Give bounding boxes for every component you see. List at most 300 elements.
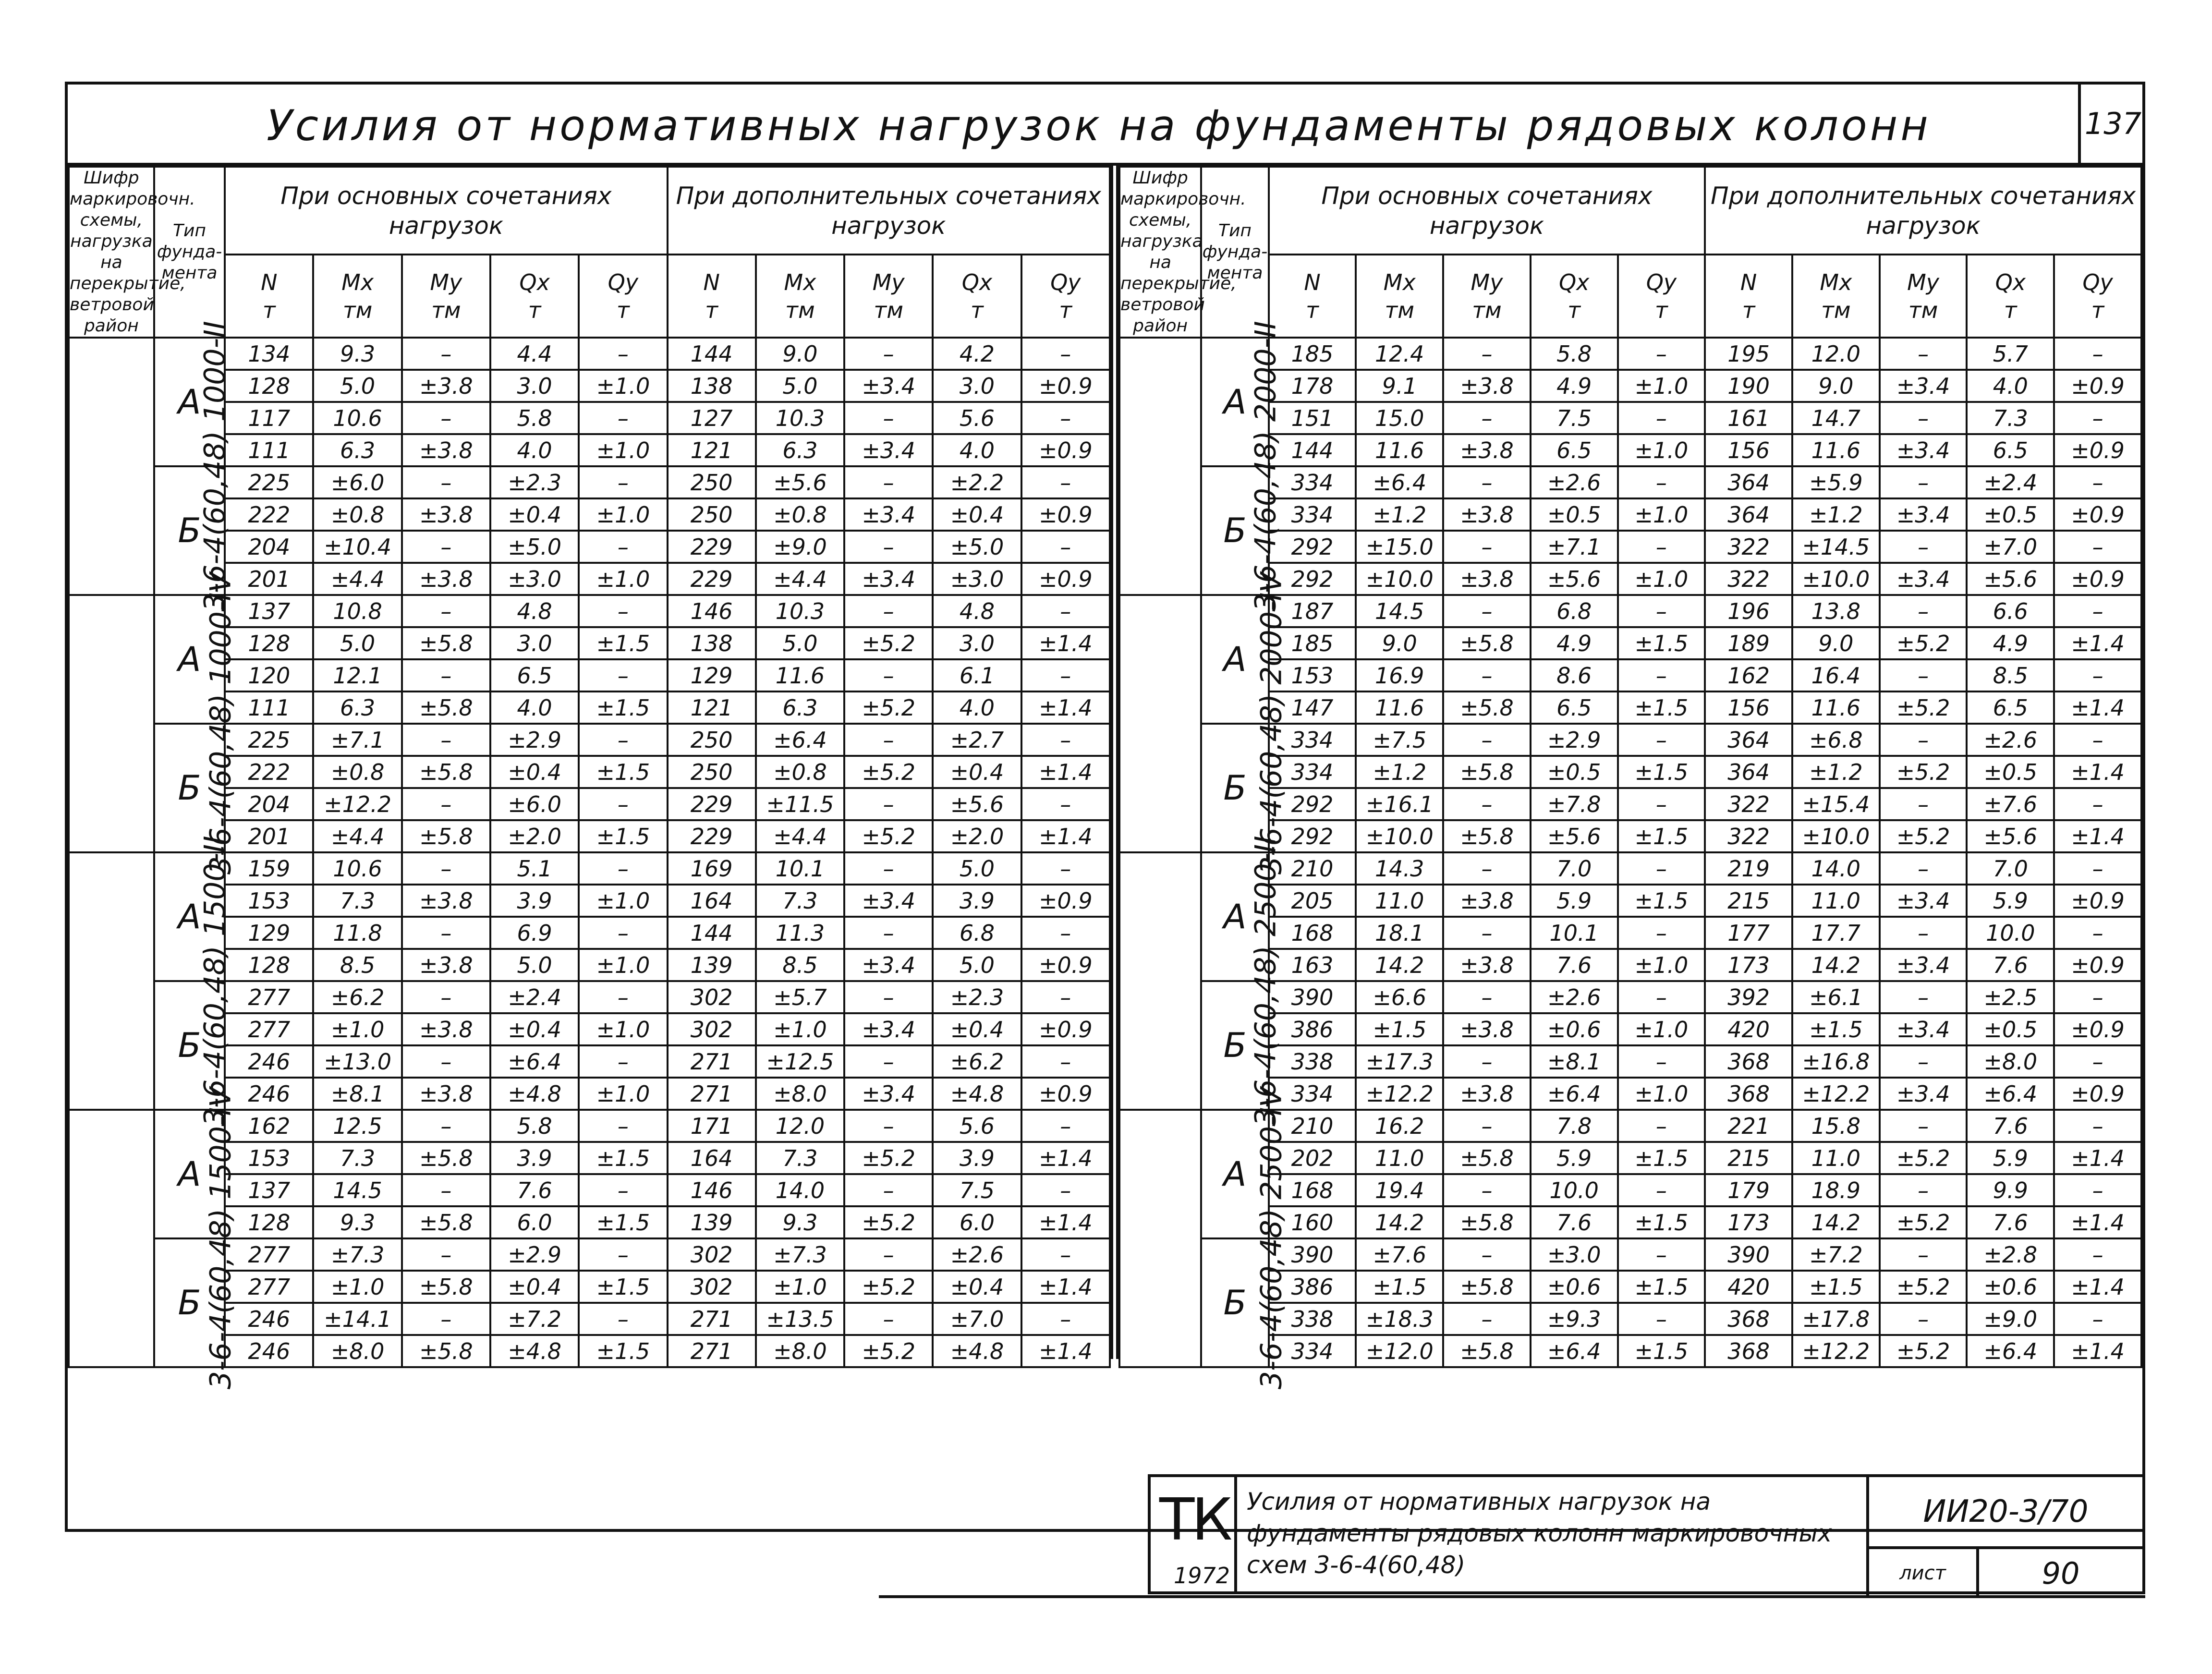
- value-cell: 11.3: [756, 917, 844, 949]
- value-cell: 190: [1705, 370, 1792, 402]
- column-name: N: [261, 269, 278, 295]
- value-cell: –: [579, 466, 667, 498]
- value-cell: 11.6: [1356, 434, 1443, 466]
- value-cell: 5.8: [1531, 338, 1618, 370]
- value-cell: 10.3: [756, 595, 844, 627]
- value-cell: –: [1880, 788, 1967, 820]
- value-cell: 11.0: [1792, 885, 1880, 917]
- value-cell: –: [1443, 1174, 1531, 1206]
- value-cell: 5.0: [933, 949, 1021, 981]
- value-cell: 3.0: [490, 627, 579, 659]
- value-cell: ±1.4: [1021, 756, 1110, 788]
- scheme-label: 3-6-4(60,48) 2500-II: [1249, 836, 1283, 1127]
- value-cell: 11.6: [1356, 691, 1443, 724]
- value-cell: –: [1021, 981, 1110, 1013]
- value-cell: ±1.4: [1021, 1271, 1110, 1303]
- value-cell: 3.9: [490, 885, 579, 917]
- value-cell: ±0.4: [933, 756, 1021, 788]
- value-cell: –: [844, 1238, 933, 1271]
- value-cell: –: [1618, 1110, 1705, 1142]
- value-cell: ±5.8: [1443, 820, 1531, 852]
- foundation-type-cell: А: [1201, 1110, 1268, 1238]
- stamp-description: Усилия от нормативных нагрузок на фундаменты рядовых колонн маркировочных схем 3-6-4(60,48): [1247, 1488, 1832, 1579]
- value-cell: 137: [225, 595, 313, 627]
- value-cell: ±8.0: [313, 1335, 401, 1367]
- value-cell: ±1.0: [579, 1078, 667, 1110]
- value-cell: ±5.6: [1531, 563, 1618, 595]
- value-cell: 14.7: [1792, 402, 1880, 434]
- value-cell: –: [1880, 917, 1967, 949]
- value-cell: –: [1880, 338, 1967, 370]
- value-cell: ±8.1: [313, 1078, 401, 1110]
- value-cell: 215: [1705, 885, 1792, 917]
- value-cell: ±1.0: [756, 1013, 844, 1045]
- value-cell: ±0.9: [2054, 949, 2141, 981]
- value-cell: 5.1: [490, 852, 579, 885]
- value-cell: 169: [668, 852, 756, 885]
- value-cell: –: [579, 917, 667, 949]
- value-cell: ±7.3: [313, 1238, 401, 1271]
- value-cell: 3.9: [490, 1142, 579, 1174]
- value-cell: ±9.3: [1531, 1303, 1618, 1335]
- value-cell: ±5.8: [1443, 1271, 1531, 1303]
- value-cell: –: [1021, 531, 1110, 563]
- scheme-label: 3-6-4(60,48) 2500-IV: [1254, 1087, 1288, 1390]
- value-cell: 5.0: [490, 949, 579, 981]
- scheme-label: 3-6-4(60,48) 1000-II: [198, 321, 232, 612]
- value-cell: ±6.0: [313, 466, 401, 498]
- value-cell: ±15.4: [1792, 788, 1880, 820]
- value-cell: ±0.9: [2054, 885, 2141, 917]
- value-cell: ±0.9: [1021, 885, 1110, 917]
- column-header: [313, 255, 401, 338]
- value-cell: 117: [225, 402, 313, 434]
- value-cell: ±0.5: [1967, 498, 2054, 531]
- value-cell: ±1.5: [579, 1335, 667, 1367]
- value-cell: ±5.2: [1880, 756, 1967, 788]
- value-cell: 171: [668, 1110, 756, 1142]
- value-cell: ±8.0: [756, 1078, 844, 1110]
- value-cell: –: [1021, 338, 1110, 370]
- foundation-type-cell: А: [1201, 338, 1268, 466]
- value-cell: ±12.2: [313, 788, 401, 820]
- value-cell: ±10.0: [1792, 563, 1880, 595]
- value-cell: ±1.5: [1618, 1142, 1705, 1174]
- value-cell: ±0.9: [1021, 498, 1110, 531]
- column-unit: т: [1059, 297, 1072, 323]
- value-cell: 12.1: [313, 659, 401, 691]
- value-cell: –: [844, 852, 933, 885]
- value-cell: 6.3: [756, 691, 844, 724]
- value-cell: ±5.2: [1880, 1206, 1967, 1238]
- value-cell: 302: [668, 1238, 756, 1271]
- foundation-type-cell: Б: [1201, 466, 1268, 595]
- scheme-cell: [1119, 1087, 1288, 1390]
- value-cell: 189: [1705, 627, 1792, 659]
- value-cell: –: [579, 595, 667, 627]
- value-cell: ±3.4: [844, 1013, 933, 1045]
- value-cell: ±3.8: [1443, 1078, 1531, 1110]
- value-cell: 128: [225, 949, 313, 981]
- value-cell: 271: [668, 1335, 756, 1367]
- value-cell: 3.9: [933, 1142, 1021, 1174]
- value-cell: ±6.6: [1356, 981, 1443, 1013]
- value-cell: –: [1618, 531, 1705, 563]
- value-cell: 210: [1269, 852, 1356, 885]
- value-cell: 6.5: [1531, 434, 1618, 466]
- value-cell: 390: [1705, 1238, 1792, 1271]
- value-cell: 9.9: [1967, 1174, 2054, 1206]
- value-cell: 6.0: [933, 1206, 1021, 1238]
- value-cell: 7.6: [1531, 1206, 1618, 1238]
- value-cell: 277: [225, 1271, 313, 1303]
- value-cell: ±3.0: [1531, 1238, 1618, 1271]
- value-cell: –: [844, 338, 933, 370]
- value-cell: 8.5: [1967, 659, 2054, 691]
- value-cell: 160: [1269, 1206, 1356, 1238]
- value-cell: –: [2054, 338, 2141, 370]
- value-cell: –: [2054, 981, 2141, 1013]
- value-cell: 185: [1269, 338, 1356, 370]
- table-row: [69, 595, 1110, 627]
- value-cell: 111: [225, 691, 313, 724]
- value-cell: 6.8: [933, 917, 1021, 949]
- value-cell: 5.9: [1531, 1142, 1618, 1174]
- value-cell: 14.2: [1356, 1206, 1443, 1238]
- value-cell: ±17.8: [1792, 1303, 1880, 1335]
- value-cell: 390: [1269, 981, 1356, 1013]
- value-cell: 225: [225, 466, 313, 498]
- value-cell: ±1.0: [1618, 434, 1705, 466]
- value-cell: ±4.8: [933, 1078, 1021, 1110]
- value-cell: 11.0: [1356, 885, 1443, 917]
- value-cell: ±0.9: [1021, 949, 1110, 981]
- value-cell: 5.8: [490, 1110, 579, 1142]
- value-cell: ±6.4: [1967, 1335, 2054, 1367]
- value-cell: –: [402, 1045, 490, 1078]
- column-name: N: [1740, 269, 1757, 295]
- value-cell: 277: [225, 1238, 313, 1271]
- value-cell: –: [402, 1303, 490, 1335]
- value-cell: 137: [225, 1174, 313, 1206]
- column-name: Mx: [341, 269, 374, 295]
- value-cell: 334: [1269, 466, 1356, 498]
- scheme-cell: [69, 1087, 238, 1390]
- value-cell: ±1.0: [313, 1271, 401, 1303]
- value-cell: –: [1618, 1303, 1705, 1335]
- value-cell: ±3.4: [844, 434, 933, 466]
- value-cell: –: [1021, 788, 1110, 820]
- value-cell: ±1.5: [579, 1142, 667, 1174]
- value-cell: ±6.2: [313, 981, 401, 1013]
- value-cell: 14.3: [1356, 852, 1443, 885]
- column-header: [1443, 255, 1531, 338]
- value-cell: ±6.8: [1792, 724, 1880, 756]
- value-cell: ±5.2: [844, 1142, 933, 1174]
- value-cell: ±8.0: [1967, 1045, 2054, 1078]
- value-cell: ±5.6: [933, 788, 1021, 820]
- value-cell: ±10.4: [313, 531, 401, 563]
- foundation-type-cell: А: [154, 595, 225, 724]
- value-cell: 4.9: [1531, 627, 1618, 659]
- value-cell: ±5.2: [1880, 820, 1967, 852]
- value-cell: ±5.7: [756, 981, 844, 1013]
- value-cell: –: [1880, 1303, 1967, 1335]
- column-unit: тм: [1821, 297, 1851, 323]
- right-forces-table: [1118, 166, 2142, 1390]
- value-cell: 6.3: [313, 691, 401, 724]
- basic-combinations-header: При основных сочетаниях нагрузок: [225, 167, 667, 255]
- value-cell: 6.3: [756, 434, 844, 466]
- value-cell: –: [579, 981, 667, 1013]
- value-cell: ±5.8: [1443, 627, 1531, 659]
- column-name: Qx: [519, 269, 550, 295]
- value-cell: 302: [668, 1013, 756, 1045]
- value-cell: 6.5: [1531, 691, 1618, 724]
- value-cell: ±1.5: [1792, 1013, 1880, 1045]
- value-cell: ±10.0: [1356, 820, 1443, 852]
- value-cell: 151: [1269, 402, 1356, 434]
- value-cell: 334: [1269, 756, 1356, 788]
- value-cell: 10.6: [313, 402, 401, 434]
- value-cell: ±5.0: [933, 531, 1021, 563]
- value-cell: –: [1021, 659, 1110, 691]
- bottom-rule: [879, 1595, 2145, 1598]
- column-unit: т: [1655, 297, 1668, 323]
- value-cell: –: [402, 981, 490, 1013]
- value-cell: 201: [225, 820, 313, 852]
- value-cell: ±3.4: [1880, 885, 1967, 917]
- value-cell: –: [402, 788, 490, 820]
- value-cell: 121: [668, 434, 756, 466]
- value-cell: ±1.5: [579, 820, 667, 852]
- value-cell: ±6.4: [1967, 1078, 2054, 1110]
- value-cell: ±13.0: [313, 1045, 401, 1078]
- scheme-label: 3-6-4(60,48) 1500-II: [198, 836, 232, 1127]
- value-cell: 5.6: [933, 1110, 1021, 1142]
- value-cell: 322: [1705, 563, 1792, 595]
- value-cell: –: [844, 981, 933, 1013]
- value-cell: –: [1618, 724, 1705, 756]
- column-name: Qy: [608, 269, 639, 295]
- value-cell: –: [579, 724, 667, 756]
- column-name: Mx: [784, 269, 816, 295]
- value-cell: ±1.5: [1618, 691, 1705, 724]
- value-cell: –: [1021, 724, 1110, 756]
- value-cell: ±7.8: [1531, 788, 1618, 820]
- value-cell: –: [579, 788, 667, 820]
- value-cell: 14.0: [756, 1174, 844, 1206]
- value-cell: –: [1618, 466, 1705, 498]
- value-cell: –: [844, 1174, 933, 1206]
- value-cell: 229: [668, 788, 756, 820]
- value-cell: –: [844, 1045, 933, 1078]
- value-cell: ±0.8: [756, 498, 844, 531]
- value-cell: –: [1618, 917, 1705, 949]
- value-cell: –: [1880, 1174, 1967, 1206]
- value-cell: 364: [1705, 724, 1792, 756]
- value-cell: –: [1880, 852, 1967, 885]
- value-cell: 128: [225, 370, 313, 402]
- column-name: Qx: [961, 269, 993, 295]
- value-cell: ±10.0: [1356, 563, 1443, 595]
- value-cell: ±15.0: [1356, 531, 1443, 563]
- column-unit: т: [2004, 297, 2017, 323]
- value-cell: 5.0: [756, 370, 844, 402]
- value-cell: –: [1880, 1045, 1967, 1078]
- foundation-type-cell: Б: [1201, 981, 1268, 1110]
- value-cell: ±0.4: [933, 498, 1021, 531]
- value-cell: –: [1880, 595, 1967, 627]
- value-cell: ±5.8: [402, 691, 490, 724]
- value-cell: ±3.8: [402, 1078, 490, 1110]
- column-header: [225, 255, 313, 338]
- value-cell: ±3.8: [402, 885, 490, 917]
- value-cell: ±1.5: [579, 691, 667, 724]
- value-cell: ±5.2: [844, 820, 933, 852]
- value-cell: ±1.4: [2054, 756, 2141, 788]
- value-cell: ±2.8: [1967, 1238, 2054, 1271]
- value-cell: ±3.4: [1880, 1078, 1967, 1110]
- value-cell: –: [579, 1045, 667, 1078]
- additional-combinations-header: При дополнительных сочетаниях нагрузок: [668, 167, 1110, 255]
- value-cell: ±3.8: [402, 949, 490, 981]
- value-cell: 17.7: [1792, 917, 1880, 949]
- scheme-label: 3-6-4(60,48) 1500-IV: [204, 1087, 238, 1390]
- value-cell: ±3.8: [1443, 370, 1531, 402]
- value-cell: 128: [225, 1206, 313, 1238]
- value-cell: ±3.4: [1880, 498, 1967, 531]
- left-forces-table: [68, 166, 1111, 1390]
- value-cell: 147: [1269, 691, 1356, 724]
- value-cell: –: [402, 659, 490, 691]
- value-cell: 250: [668, 724, 756, 756]
- value-cell: ±1.4: [2054, 1271, 2141, 1303]
- value-cell: ±1.0: [1618, 1013, 1705, 1045]
- value-cell: –: [1443, 402, 1531, 434]
- value-cell: 13.8: [1792, 595, 1880, 627]
- table-row: [1119, 1110, 2141, 1142]
- column-unit: тм: [785, 297, 815, 323]
- value-cell: 156: [1705, 691, 1792, 724]
- value-cell: ±1.4: [2054, 627, 2141, 659]
- value-cell: –: [1021, 402, 1110, 434]
- value-cell: 9.0: [756, 338, 844, 370]
- value-cell: 246: [225, 1078, 313, 1110]
- value-cell: ±1.4: [2054, 691, 2141, 724]
- value-cell: ±4.8: [490, 1335, 579, 1367]
- value-cell: 138: [668, 627, 756, 659]
- value-cell: –: [1021, 852, 1110, 885]
- value-cell: ±16.8: [1792, 1045, 1880, 1078]
- value-cell: 18.9: [1792, 1174, 1880, 1206]
- value-cell: –: [1880, 466, 1967, 498]
- value-cell: –: [844, 402, 933, 434]
- value-cell: –: [2054, 852, 2141, 885]
- value-cell: ±7.2: [490, 1303, 579, 1335]
- value-cell: ±5.2: [1880, 1271, 1967, 1303]
- value-cell: –: [402, 595, 490, 627]
- value-cell: ±2.3: [933, 981, 1021, 1013]
- scheme-cell: [1119, 572, 1288, 875]
- value-cell: 250: [668, 498, 756, 531]
- foundation-type-cell: А: [1201, 852, 1268, 981]
- value-cell: 420: [1705, 1013, 1792, 1045]
- column-unit: т: [1742, 297, 1755, 323]
- value-cell: ±2.3: [490, 466, 579, 498]
- value-cell: 15.0: [1356, 402, 1443, 434]
- value-cell: –: [844, 531, 933, 563]
- value-cell: –: [1443, 338, 1531, 370]
- column-header: [844, 255, 933, 338]
- table-row: [1119, 595, 2141, 627]
- value-cell: ±5.2: [844, 691, 933, 724]
- value-cell: 7.8: [1531, 1110, 1618, 1142]
- column-name: Qx: [1995, 269, 2026, 295]
- value-cell: 302: [668, 1271, 756, 1303]
- foundation-type-cell: Б: [154, 466, 225, 595]
- value-cell: 10.0: [1967, 917, 2054, 949]
- value-cell: ±2.6: [1967, 724, 2054, 756]
- value-cell: –: [579, 338, 667, 370]
- value-cell: ±1.0: [579, 370, 667, 402]
- value-cell: –: [2054, 788, 2141, 820]
- value-cell: ±1.5: [1618, 885, 1705, 917]
- value-cell: 3.0: [490, 370, 579, 402]
- value-cell: 121: [668, 691, 756, 724]
- value-cell: 11.8: [313, 917, 401, 949]
- value-cell: ±3.8: [1443, 434, 1531, 466]
- scheme-header: Шифр маркировочн. схемы, нагрузка на перекрытие, ветровой район: [1119, 167, 1201, 338]
- value-cell: ±1.0: [1618, 563, 1705, 595]
- value-cell: ±1.4: [1021, 820, 1110, 852]
- value-cell: –: [1618, 981, 1705, 1013]
- value-cell: 334: [1269, 724, 1356, 756]
- value-cell: –: [1880, 659, 1967, 691]
- table-row: [69, 338, 1110, 370]
- value-cell: ±1.2: [1792, 756, 1880, 788]
- value-cell: 111: [225, 434, 313, 466]
- value-cell: ±5.2: [844, 1335, 933, 1367]
- value-cell: ±1.5: [1618, 756, 1705, 788]
- value-cell: 7.3: [313, 1142, 401, 1174]
- value-cell: –: [402, 338, 490, 370]
- value-cell: 14.2: [1792, 1206, 1880, 1238]
- value-cell: ±7.1: [313, 724, 401, 756]
- value-cell: 4.2: [933, 338, 1021, 370]
- value-cell: ±6.4: [756, 724, 844, 756]
- value-cell: ±3.8: [402, 1013, 490, 1045]
- value-cell: ±1.5: [1618, 1335, 1705, 1367]
- value-cell: ±5.2: [844, 756, 933, 788]
- value-cell: 162: [1705, 659, 1792, 691]
- stamp-year: 1972: [1174, 1563, 1230, 1589]
- value-cell: –: [402, 1174, 490, 1206]
- value-cell: 364: [1705, 466, 1792, 498]
- value-cell: ±4.8: [490, 1078, 579, 1110]
- value-cell: 222: [225, 756, 313, 788]
- value-cell: –: [1618, 1174, 1705, 1206]
- column-name: Qx: [1558, 269, 1590, 295]
- value-cell: ±1.4: [1021, 1206, 1110, 1238]
- value-cell: ±2.9: [490, 1238, 579, 1271]
- value-cell: 195: [1705, 338, 1792, 370]
- value-cell: 139: [668, 949, 756, 981]
- value-cell: 18.1: [1356, 917, 1443, 949]
- value-cell: –: [1618, 1045, 1705, 1078]
- value-cell: 11.6: [1792, 434, 1880, 466]
- value-cell: –: [402, 402, 490, 434]
